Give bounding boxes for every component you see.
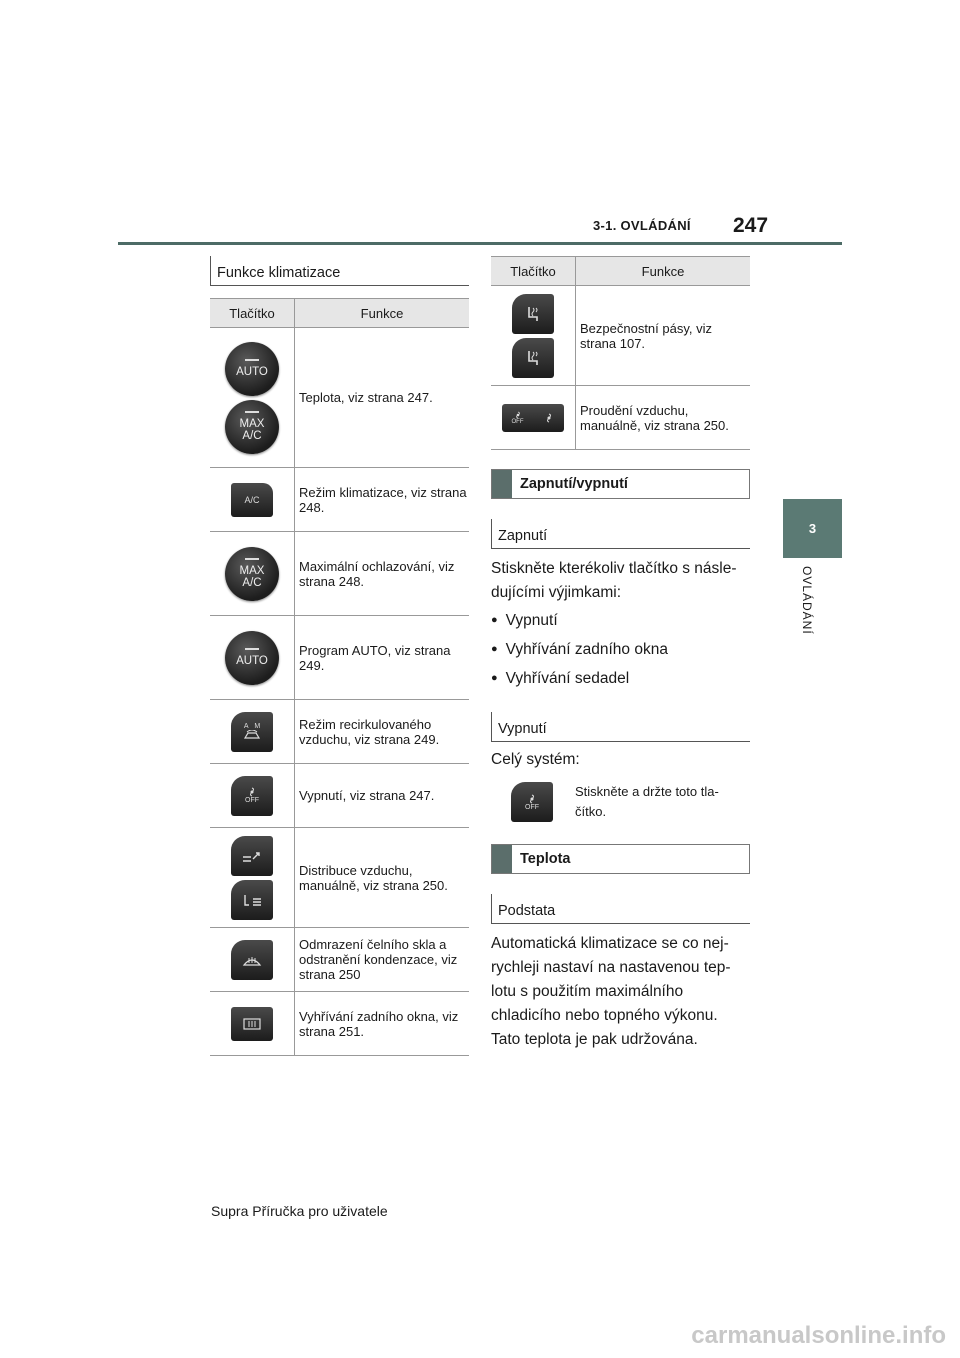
function-text: Vyhřívání zadního okna, viz strana 251. bbox=[295, 992, 470, 1056]
col-function: Funkce bbox=[576, 257, 751, 286]
off-button-cell bbox=[491, 780, 573, 824]
max-ac-button-icon: MAX A/C bbox=[225, 547, 279, 601]
fan-speed-icon: OFF bbox=[502, 404, 564, 432]
principle-subheading: Podstata bbox=[491, 894, 750, 924]
page-number: 247 bbox=[733, 214, 769, 237]
table-row bbox=[491, 286, 750, 386]
switch-on-subheading: Zapnutí bbox=[491, 519, 750, 549]
windshield-defrost-icon bbox=[231, 940, 273, 980]
table-row bbox=[210, 992, 469, 1056]
button-cell bbox=[210, 532, 295, 616]
seat-heat-icon bbox=[512, 338, 554, 378]
on-off-title: Zapnutí/vypnutí bbox=[520, 476, 628, 492]
air-distribution-upper-icon bbox=[231, 836, 273, 876]
function-text: Maximální ochlazování, viz strana 248. bbox=[295, 532, 470, 616]
function-text: Program AUTO, viz strana 249. bbox=[295, 616, 470, 700]
temperature-title: Teplota bbox=[520, 851, 571, 867]
function-text: Režim klimatizace, viz strana 248. bbox=[295, 468, 470, 532]
left-column bbox=[210, 256, 469, 1056]
button-cell bbox=[210, 700, 295, 764]
recirculation-button-icon: A M bbox=[231, 712, 273, 752]
table-row bbox=[210, 328, 469, 468]
seat-fan-table bbox=[491, 256, 750, 450]
right-column bbox=[491, 256, 750, 1052]
temperature-heading bbox=[491, 844, 750, 874]
table-row bbox=[210, 928, 469, 992]
function-text: Proudění vzduchu, manuálně, viz strana 250. bbox=[576, 386, 751, 450]
header-rule bbox=[118, 242, 842, 245]
function-text: Bezpečnostní pásy, viz strana 107. bbox=[576, 286, 751, 386]
chapter-tab: 3 bbox=[783, 499, 842, 558]
function-text: Režim recirkulovaného vzduchu, viz strana 249. bbox=[295, 700, 470, 764]
switch-on-text: Stiskněte kterékoliv tlačítko s násle- dujícími výjimkami: bbox=[491, 560, 737, 601]
list-item: ● Vyhřívání zadního okna bbox=[491, 636, 750, 665]
on-off-heading bbox=[491, 469, 750, 499]
auto-button-icon: AUTO bbox=[225, 631, 279, 685]
climate-functions-heading: Funkce klimatizace bbox=[210, 256, 469, 286]
button-cell bbox=[210, 764, 295, 828]
chapter-label-text: OVLÁDÁNÍ bbox=[800, 566, 814, 635]
off-instruction-text: Stiskněte a držte toto tla- čítko. bbox=[575, 784, 719, 819]
section-title: 3-1. OVLÁDÁNÍ bbox=[593, 218, 691, 233]
table-row bbox=[210, 828, 469, 928]
col-button: Tlačítko bbox=[491, 257, 576, 286]
function-text: Vypnutí, viz strana 247. bbox=[295, 764, 470, 828]
list-item: ● Vyhřívání sedadel bbox=[491, 665, 750, 694]
switch-off-text: Celý systém: bbox=[491, 751, 580, 768]
max-ac-button-icon: MAX A/C bbox=[225, 400, 279, 454]
footer-text: Supra Příručka pro uživatele bbox=[211, 1203, 388, 1219]
button-cell bbox=[210, 328, 295, 468]
function-text: Distribuce vzduchu, manuálně, viz strana 250. bbox=[295, 828, 470, 928]
table-row bbox=[210, 532, 469, 616]
table-row bbox=[210, 700, 469, 764]
off-instruction-row bbox=[491, 780, 750, 824]
col-button: Tlačítko bbox=[210, 299, 295, 328]
fan-off-button-icon: OFF bbox=[231, 776, 273, 816]
table-row bbox=[210, 468, 469, 532]
table-row bbox=[210, 616, 469, 700]
function-text: Teplota, viz strana 247. bbox=[295, 328, 470, 468]
heading-swatch bbox=[492, 845, 512, 873]
table-row bbox=[491, 386, 750, 450]
button-cell bbox=[210, 616, 295, 700]
temperature-text: Automatická klimatizace se co nej- rychleji nastaví na nastavenou tep- lotu s použitím maximálního chladicího nebo topného výkonu. Tato teplota je pak udržována. bbox=[491, 935, 731, 1048]
list-item: ● Vypnutí bbox=[491, 607, 750, 636]
ac-button-icon: A/C bbox=[231, 483, 273, 517]
col-function: Funkce bbox=[295, 299, 470, 328]
heading-swatch bbox=[492, 470, 512, 498]
air-distribution-lower-icon bbox=[231, 880, 273, 920]
rear-window-heat-icon bbox=[231, 1007, 273, 1041]
button-cell bbox=[210, 928, 295, 992]
switch-off-subheading: Vypnutí bbox=[491, 712, 750, 742]
auto-button-icon: AUTO bbox=[225, 342, 279, 396]
button-cell bbox=[210, 992, 295, 1056]
function-text: Odmrazení čelního skla a odstranění kondenzace, viz strana 250 bbox=[295, 928, 470, 992]
table-row bbox=[210, 764, 469, 828]
button-cell bbox=[210, 828, 295, 928]
exceptions-list bbox=[491, 607, 750, 694]
button-cell bbox=[210, 468, 295, 532]
chapter-label bbox=[772, 566, 852, 646]
button-cell bbox=[491, 386, 576, 450]
seat-heat-icon bbox=[512, 294, 554, 334]
watermark: carmanualsonline.info bbox=[691, 1322, 946, 1349]
climate-functions-table bbox=[210, 298, 469, 1056]
fan-off-button-icon: OFF bbox=[511, 782, 553, 822]
button-cell bbox=[491, 286, 576, 386]
